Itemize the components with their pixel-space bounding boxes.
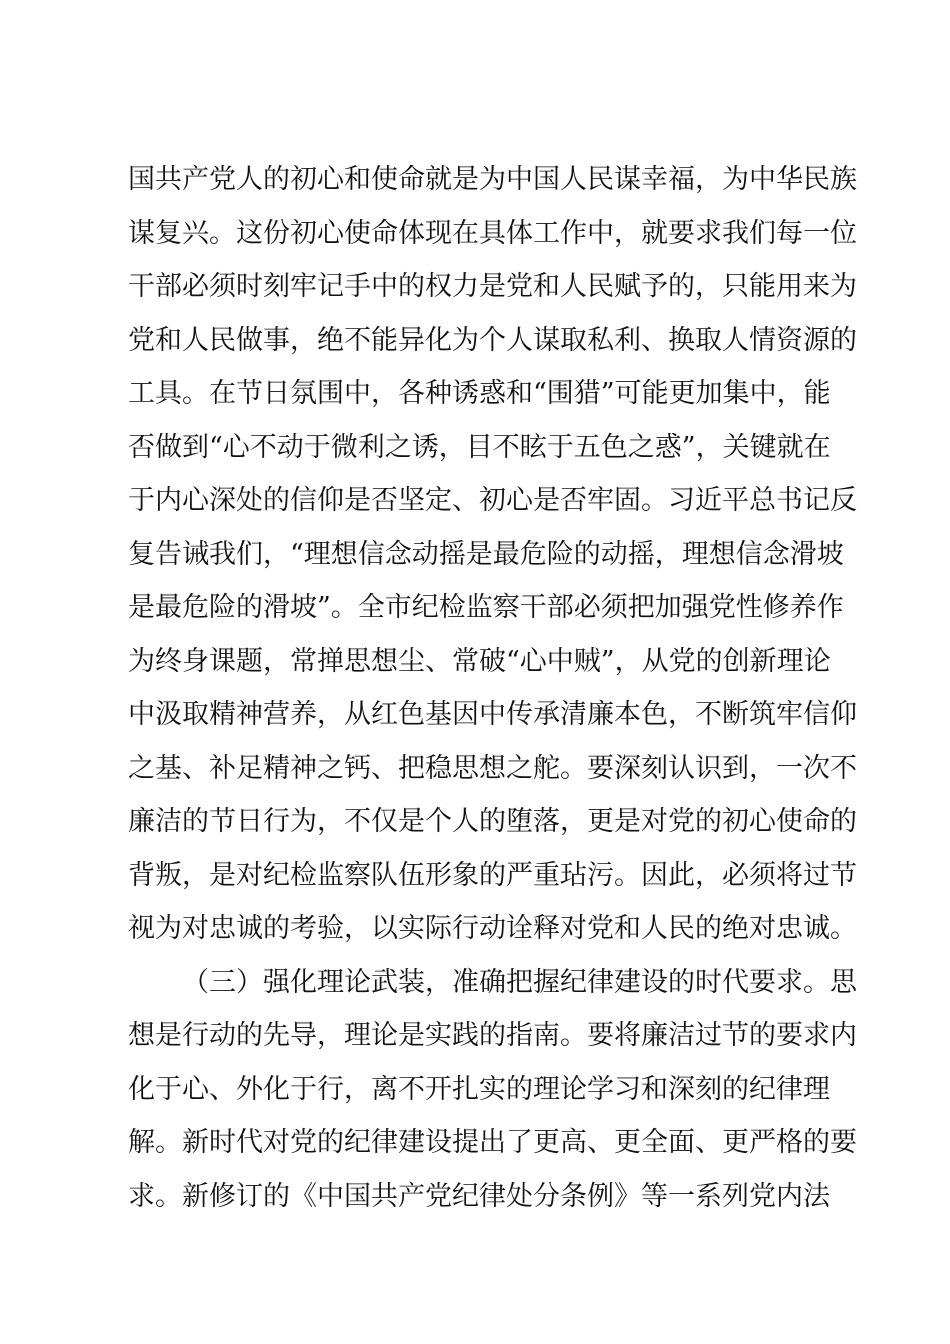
- text-line: 工具。在节日氛围中，各种诱惑和“围猎”可能更加集中，能: [128, 378, 831, 409]
- text-line: 复告诫我们，“理想信念动摇是最危险的动摇，理想信念滑坡: [128, 538, 844, 570]
- text-line: 谋复兴。这份初心使命体现在具体工作中，就要求我们每一位: [128, 217, 857, 249]
- text-line: 背叛，是对纪检监察队伍形象的严重玷污。因此，必须将过节: [128, 859, 857, 891]
- text-line: 想是行动的先导，理论是实践的指南。要将廉洁过节的要求内: [128, 1020, 857, 1051]
- text-line: 廉洁的节日行为，不仅是个人的堕落，更是对党的初心使命的: [128, 806, 857, 837]
- text-line: 国共产党人的初心和使命就是为中国人民谋幸福，为中华民族: [128, 164, 857, 195]
- text-line: 求。新修订的《中国共产党纪律处分条例》等一系列党内法: [128, 1180, 830, 1212]
- text-line: 中汲取精神营养，从红色基因中传承清廉本色，不断筑牢信仰: [128, 699, 857, 730]
- text-line: 之基、补足精神之钙、把稳思想之舵。要深刻认识到，一次不: [128, 752, 857, 784]
- text-line: 为终身课题，常掸思想尘、常破“心中贼”，从党的创新理论: [128, 645, 831, 677]
- text-line: 化于心、外化于行，离不开扎实的理论学习和深刻的纪律理: [128, 1073, 830, 1105]
- text-line: 解。新时代对党的纪律建设提出了更高、更全面、更严格的要: [128, 1127, 857, 1158]
- text-line: 是最危险的滑坡”。全市纪检监察干部必须把加强党性修养作: [128, 592, 844, 623]
- text-line: 干部必须时刻牢记手中的权力是党和人民赋予的，只能用来为: [128, 271, 857, 302]
- text-line: 于内心深处的信仰是否坚定、初心是否牢固。习近平总书记反: [128, 485, 857, 516]
- section-heading-line: （三）强化理论武装，准确把握纪律建设的时代要求。思: [182, 966, 857, 998]
- body-text: [128, 153, 857, 1223]
- paragraph-end-line: 视为对忠诚的考验，以实际行动诠释对党和人民的绝对忠诚。: [128, 913, 857, 944]
- text-line: 党和人民做事，绝不能异化为个人谋取私利、换取人情资源的: [128, 324, 857, 356]
- text-line: 否做到“心不动于微利之诱，目不眩于五色之惑”，关键就在: [128, 431, 831, 463]
